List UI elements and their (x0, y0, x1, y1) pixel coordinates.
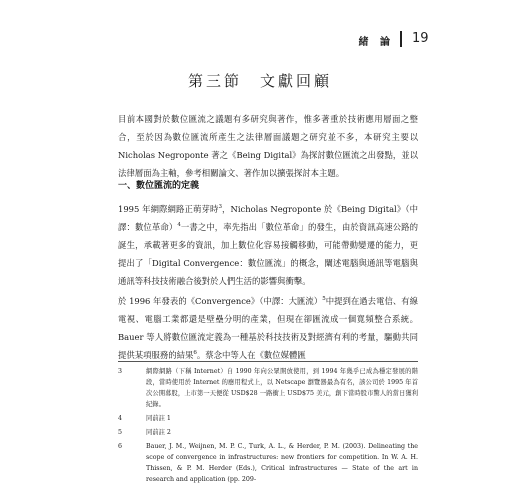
footnote-ref-3[interactable]: 3 (218, 204, 222, 211)
footnote-5 (118, 427, 418, 438)
footnote-4 (118, 413, 418, 424)
text-segment: 1995 年網際網路正萌芽時 (118, 204, 219, 214)
footnotes (118, 366, 418, 488)
footnote-3 (118, 366, 418, 410)
running-header-title: 緒 論 (358, 37, 394, 48)
header-divider (400, 31, 402, 47)
page-header (0, 30, 520, 50)
footnote-text: Bauer, J. M., Weijnen, M. P. C., Turk, A. L., & Herder, P. M. (2003). Delineating the scope of convergence in infrastructures: new frontiers for competition. In W. A. H. Thissen, & P. M. Herder (Eds.), Critical infrastructures — State of the art in research and application (pp. 209- (146, 443, 418, 483)
text-segment: 中提到在過去電信、有線電視、電腦工業都還是壁壘分明的產業，但現在卻匯流成一個寬頻整合系統。Bauer 等人將數位匯流定義為一種基於科技技術及對經濟有利的考量，驅動共同提供某項服務的結果 (118, 296, 418, 360)
text-segment: 於 1996 年發表的《Convergence》（中譯：大匯流） (118, 296, 323, 306)
footnote-text: 網際網路（下稱 Internet）自 1990 年向公眾開放使用，到 1994 年幾乎已成為穩定發展的階段，當時使用於 Internet 的應用程式上，以 Netscape 瀏覽器最為有名，該公司於 1995 年首次公開募股，上市第一天便從 USD$28 一路衝上 USD$75 美元，創下當時股市驚人的當日獲利紀錄。 (146, 368, 418, 408)
footnote-ref-6[interactable]: 6 (193, 350, 197, 357)
footnote-text: 同前註 2 (146, 429, 171, 436)
text-segment: ，Nicholas Negroponte 於《Being Digital》（中譯：數位革命） (118, 204, 418, 232)
footnote-6 (118, 441, 418, 485)
footnote-number: 4 (118, 415, 123, 422)
text-segment: 一書之中，率先指出「數位革命」的發生，由於資訊高速公路的誕生，承載著更多的資訊，加上數位化容易接觸移動，可能帶動變遷的能力，更提出了「Digital Convergence：數位匯流」的概念，闡述電腦與通訊等電腦與通訊等科技技術融合後對於人們生活的影響與衝擊。 (118, 222, 419, 286)
footnote-number: 5 (118, 429, 123, 436)
intro-text: 目前本國對於數位匯流之議題有多研究與著作，惟多著重於技術應用層面之整合，至於因為數位匯流所產生之法律層面議題之研究並不多，本研究主要以 Nicholas Negroponte 著之《Being Digital》為探討數位匯流之出發點，並以法律層面為主軸，參考相關論文、著作加以擴張探討本主題。 (118, 114, 418, 178)
footnote-number: 3 (118, 368, 123, 375)
footnote-ref-5[interactable]: 5 (322, 296, 326, 303)
footnote-divider (118, 361, 418, 362)
section-title: 第三節 文獻回顧 (187, 72, 332, 90)
text-segment: 。蔡念中等人在《數位媒體匯 (196, 350, 306, 360)
page-number: 19 (412, 31, 429, 46)
footnote-text: 同前註 1 (146, 415, 171, 422)
intro-paragraph (118, 110, 418, 182)
subsection-heading: 一、數位匯流的定義 (118, 181, 200, 191)
footnote-number: 6 (118, 443, 123, 450)
definition-paragraph-2 (118, 292, 418, 364)
definition-paragraph-1 (118, 200, 418, 290)
footnote-ref-4[interactable]: 4 (177, 222, 181, 229)
